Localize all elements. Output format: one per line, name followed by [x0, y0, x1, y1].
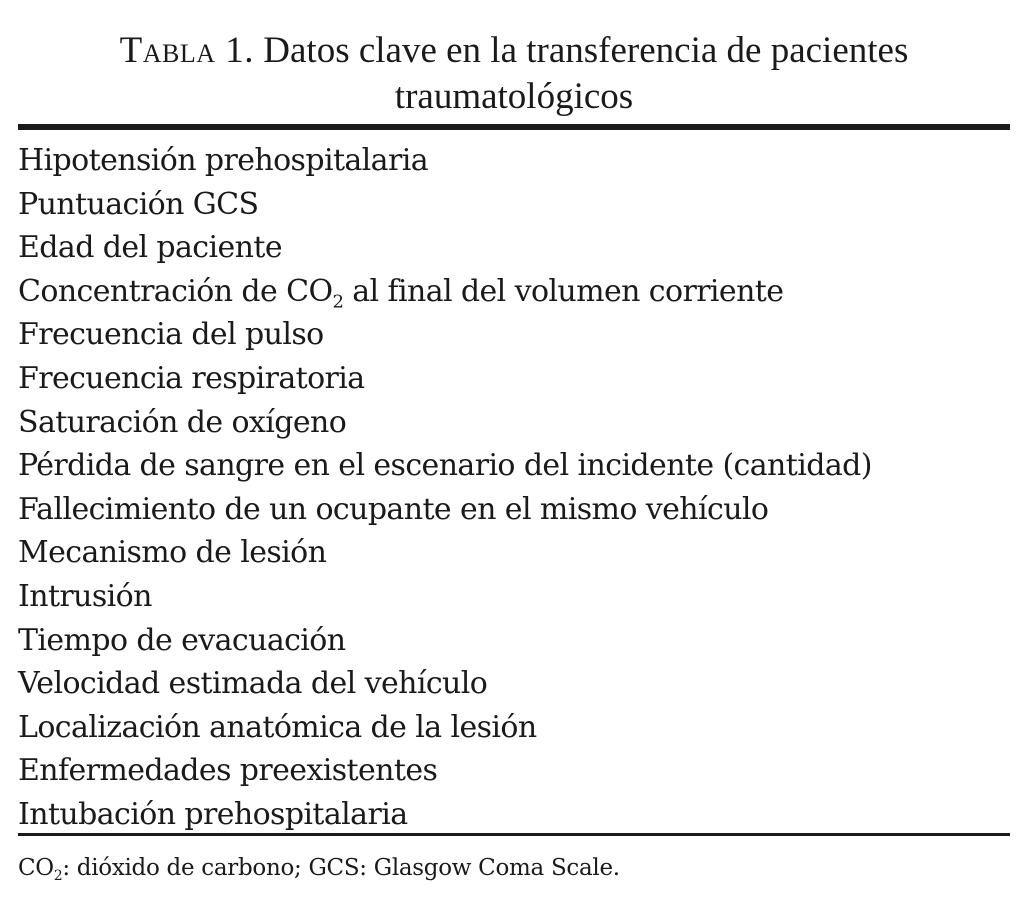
- table-row: Intubación prehospitalaria: [18, 796, 408, 832]
- table-row: Puntuación GCS: [18, 186, 259, 222]
- table-row: Intrusión: [18, 578, 152, 614]
- table-row: Frecuencia del pulso: [18, 317, 324, 353]
- row-text-post: al final del volumen corriente: [343, 273, 784, 309]
- table-row: Edad del paciente: [18, 230, 282, 266]
- footnote-pre: CO: [18, 855, 54, 881]
- table-title: Datos clave en la transferencia de pacientes traumatológicos: [254, 30, 909, 117]
- table-row: Velocidad estimada del vehículo: [18, 666, 488, 702]
- table-row: Hipotensión prehospitalaria: [18, 143, 428, 178]
- table-row: Enfermedades preexistentes: [18, 753, 438, 789]
- table-row: Saturación de oxígeno: [18, 404, 347, 440]
- top-rule: [18, 124, 1010, 130]
- row-text-pre: Concentración de CO: [18, 273, 333, 309]
- row-subscript: 2: [332, 291, 344, 313]
- table-row: Tiempo de evacuación: [18, 622, 346, 658]
- table-row: Pérdida de sangre en el escenario del incidente (cantidad): [18, 448, 872, 484]
- footnote-subscript: 2: [53, 867, 63, 884]
- table-row: Mecanismo de lesión: [18, 535, 327, 571]
- footnote-post: : dióxido de carbono; GCS: Glasgow Coma Scale.: [62, 855, 620, 881]
- table-body: [18, 139, 1010, 837]
- table-row: Localización anatómica de la lesión: [18, 709, 537, 745]
- table-row: Frecuencia respiratoria: [18, 360, 365, 396]
- bottom-rule: [18, 833, 1010, 836]
- table-label: Tabla 1.: [119, 30, 255, 71]
- table-row: [18, 270, 1010, 314]
- table-row: Fallecimiento de un ocupante en el mismo vehículo: [18, 491, 769, 527]
- table-caption: [18, 28, 1010, 120]
- table-footnote: [18, 850, 1010, 886]
